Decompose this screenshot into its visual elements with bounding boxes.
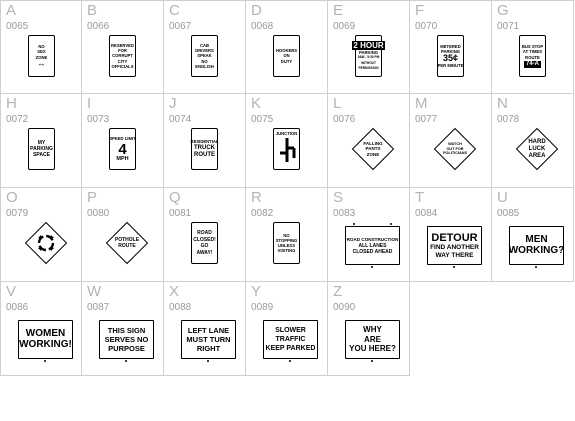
sign-2-hour-parking (355, 35, 382, 77)
sign-why-are-you-here (345, 320, 400, 359)
glyph-cell-F[interactable] (410, 0, 492, 94)
junction-icon (277, 136, 297, 164)
sign-text: MUST TURN (186, 335, 231, 344)
cell-code: 0085 (497, 208, 520, 219)
cell-code: 0087 (87, 302, 110, 313)
sign-no-sex-zone (28, 35, 55, 77)
cell-letter: F (415, 2, 425, 19)
sign-text: CLOSED! (193, 236, 216, 243)
cell-code: 0079 (6, 208, 29, 219)
sign-text: LUCK (528, 145, 546, 152)
sign-hard-luck-area (516, 128, 558, 170)
sign-text: NO (38, 44, 45, 50)
sign-text: 4 (118, 140, 127, 158)
sign-text: WOMEN (25, 328, 66, 339)
cell-code: 0081 (169, 208, 192, 219)
sign-text: NO (283, 232, 290, 238)
cell-code: 0083 (333, 208, 356, 219)
hanger-hole (125, 360, 127, 362)
glyph-cell-C[interactable] (164, 0, 246, 94)
sign-text: WHY (363, 325, 382, 335)
cell-letter: P (87, 189, 98, 206)
sign-text: 74-A (525, 60, 539, 67)
sign-text: RIGHT (196, 344, 221, 353)
sign-text: STOPPING (275, 237, 298, 243)
hanger-hole (353, 223, 355, 225)
cell-letter: Z (333, 283, 343, 300)
sign-text: TRAFFIC (275, 336, 306, 343)
sign-text: PARKING (441, 48, 460, 54)
sign-text-block (106, 222, 148, 264)
roundabout-arrows-icon (25, 222, 67, 264)
sign-text: PER MINUTE (437, 63, 464, 69)
cell-letter: X (169, 283, 180, 300)
sign-text-block (434, 128, 476, 170)
cell-letter: U (497, 189, 508, 206)
sign-text: ROUTE (118, 243, 136, 249)
sign-text: PURPOSE (108, 344, 145, 353)
double-arrow-icon: ↔ (37, 58, 46, 68)
hanger-hole (535, 266, 537, 268)
glyph-cell-Y[interactable] (246, 282, 328, 376)
sign-text: ZONE (35, 54, 48, 60)
sign-women-working (18, 320, 73, 359)
hanger-hole (371, 360, 373, 362)
cell-letter: W (87, 283, 102, 300)
glyph-cell-P[interactable] (82, 188, 164, 282)
sign-junction (273, 128, 300, 170)
sign-text: SEX (37, 49, 46, 55)
cell-letter: Q (169, 189, 181, 206)
sign-text: AREA (528, 152, 546, 159)
sign-text: POTHOLE (114, 237, 140, 243)
cell-code: 0089 (251, 302, 274, 313)
glyph-cell-B[interactable] (82, 0, 164, 94)
sign-detour (427, 226, 482, 265)
sign-text: BUS STOP (521, 44, 544, 50)
glyph-cell-I[interactable] (82, 94, 164, 188)
cell-letter: L (333, 95, 342, 112)
sign-text: SPEED LIMIT (109, 136, 136, 142)
sign-text: AT TIMES (522, 49, 543, 55)
glyph-cell-H[interactable] (0, 94, 82, 188)
sign-text: OFFICIALS (111, 63, 134, 69)
glyph-cell-K[interactable] (246, 94, 328, 188)
sign-text: POLITICIANS (442, 151, 468, 156)
sign-text: PARKING (30, 146, 53, 152)
sign-text: OUT FOR (446, 146, 464, 151)
glyph-cell-X[interactable] (164, 282, 246, 376)
sign-no-stopping (273, 222, 300, 264)
sign-text: ROUTE (194, 151, 215, 158)
cell-letter: T (415, 189, 425, 206)
hanger-hole (289, 360, 291, 362)
glyph-cell-J[interactable] (164, 94, 246, 188)
sign-text: MEN (525, 234, 548, 245)
cell-code: 0074 (169, 114, 192, 125)
cell-letter: S (333, 189, 344, 206)
sign-text: UNLESS (278, 243, 295, 248)
cell-code: 0080 (87, 208, 110, 219)
sign-text: SPACE (33, 152, 50, 158)
sign-text: CITY (117, 58, 128, 64)
glyph-cell-S[interactable] (328, 188, 410, 282)
sign-text: SERVES NO (104, 335, 149, 344)
cell-code: 0065 (6, 21, 29, 32)
sign-text: TRUCK (194, 144, 215, 151)
cell-letter: G (497, 2, 509, 19)
sign-text: ROUTE (525, 54, 540, 60)
sign-text: HARD (528, 138, 546, 145)
glyph-cell-N[interactable] (492, 94, 574, 188)
sign-pothole-route (106, 222, 148, 264)
sign-bus-stop (519, 35, 546, 77)
cell-letter: D (251, 2, 262, 19)
sign-text (352, 41, 384, 50)
glyph-cell-A[interactable] (0, 0, 82, 94)
hanger-hole (207, 360, 209, 362)
glyph-cell-L[interactable] (328, 94, 410, 188)
sign-text: JUNCTION (275, 131, 298, 136)
sign-text: AWAY! (196, 249, 213, 256)
cell-code: 0078 (497, 114, 520, 125)
sign-text-block (352, 128, 394, 170)
sign-watch-out-politicians (434, 128, 476, 170)
sign-text: 9AM - 5:30 PM (357, 55, 380, 60)
glyph-cell-V[interactable] (0, 282, 82, 376)
cell-letter: B (87, 2, 98, 19)
glyph-cell-M[interactable] (410, 94, 492, 188)
cell-code: 0077 (415, 114, 438, 125)
cell-code: 0067 (169, 21, 192, 32)
sign-text-block (516, 128, 558, 170)
sign-text: GO (200, 243, 209, 249)
cell-letter: Y (251, 283, 262, 300)
sign-cab-drivers (191, 35, 218, 77)
cell-letter: O (6, 189, 18, 206)
sign-slower-traffic (263, 320, 318, 359)
cell-code: 0086 (6, 302, 29, 313)
glyph-cell-O[interactable] (0, 188, 82, 282)
sign-text: WORKING? (508, 244, 565, 256)
sign-text: ROAD CONSTRUCTION (346, 236, 399, 242)
sign-text: DETOUR (431, 232, 478, 244)
sign-text: RESERVED (111, 42, 134, 48)
sign-text: KEEP PARKED (265, 345, 316, 352)
sign-left-lane-turn-right (181, 320, 236, 359)
sign-text: LEFT LANE (187, 326, 230, 335)
cell-code: 0068 (251, 21, 274, 32)
sign-text: ALL LANES (358, 242, 387, 249)
cell-letter: A (6, 2, 17, 19)
hanger-hole (44, 360, 46, 362)
glyph-cell-Q[interactable] (164, 188, 246, 282)
sign-text: RESIDENTIAL (190, 139, 219, 145)
glyph-cell-G[interactable] (492, 0, 574, 94)
cell-code: 0066 (87, 21, 110, 32)
sign-text: NO (201, 58, 208, 64)
cell-code: 0076 (333, 114, 356, 125)
sign-text: ZONE (366, 151, 380, 157)
sign-text: SLOWER (275, 327, 306, 334)
glyph-cell-E[interactable] (328, 0, 410, 94)
sign-text: ENGLISH (195, 63, 214, 69)
sign-men-working (509, 226, 564, 265)
glyph-cell-D[interactable] (246, 0, 328, 94)
glyph-cell-T[interactable] (410, 188, 492, 282)
sign-text: DRIVERS (195, 48, 214, 54)
cell-code: 0075 (251, 114, 274, 125)
cell-code: 0072 (6, 114, 29, 125)
glyph-cell-W[interactable] (82, 282, 164, 376)
sign-text: YOU HERE? (349, 344, 396, 354)
hanger-hole (453, 266, 455, 268)
cell-code: 0073 (87, 114, 110, 125)
sign-text: SPEAK (197, 53, 212, 59)
cell-letter: M (415, 95, 428, 112)
sign-text: ROAD (197, 230, 212, 236)
sign-text: PARKING (359, 50, 378, 56)
sign-text: PERMISSION (358, 65, 379, 70)
sign-text: ARE (364, 334, 381, 344)
cell-letter: K (251, 95, 262, 112)
sign-text: CORRUPT (112, 53, 133, 59)
hanger-hole (390, 223, 392, 225)
cell-letter: H (6, 95, 17, 112)
sign-text: ON (283, 53, 290, 59)
sign-roundabout (25, 222, 67, 264)
cell-code: 0071 (497, 21, 520, 32)
sign-speed-limit (109, 128, 136, 170)
sign-text: WORKING! (19, 338, 72, 350)
hanger-hole (371, 266, 373, 268)
sign-text: WATCH (448, 142, 462, 147)
sign-residential-truck-route (191, 128, 218, 170)
cell-code: 0069 (333, 21, 356, 32)
sign-text: FIND ANOTHER (430, 244, 479, 251)
cell-code: 0082 (251, 208, 274, 219)
sign-text: METERED (440, 43, 461, 49)
sign-text: MPH (116, 155, 129, 162)
cell-letter: C (169, 2, 180, 19)
sign-text: 2 HOUR (353, 41, 384, 51)
sign-text: CLOSED AHEAD (352, 248, 393, 255)
sign-text: FALLING (363, 140, 383, 146)
cell-letter: R (251, 189, 262, 206)
sign-this-sign-no-purpose (99, 320, 154, 359)
cell-code: 0090 (333, 302, 356, 313)
cell-letter: N (497, 95, 508, 112)
sign-text: FOR (118, 48, 127, 54)
sign-text: PANTS (365, 146, 381, 152)
glyph-cell-R[interactable] (246, 188, 328, 282)
sign-road-construction (345, 226, 400, 265)
sign-text: HOOKERS (275, 48, 298, 54)
sign-text: CAB (199, 42, 210, 48)
sign-text: DUTY (280, 58, 293, 64)
cell-letter: I (87, 95, 92, 112)
cell-code: 0070 (415, 21, 438, 32)
sign-my-parking-space (28, 128, 55, 170)
sign-road-closed (191, 222, 218, 264)
sign-falling-pants-zone (352, 128, 394, 170)
cell-code: 0088 (169, 302, 192, 313)
sign-metered-parking (437, 35, 464, 77)
cell-letter: V (6, 283, 17, 300)
sign-hookers-on-duty (273, 35, 300, 77)
cell-letter: J (169, 95, 177, 112)
sign-reserved-officials (109, 35, 136, 77)
glyph-cell-U[interactable] (492, 188, 574, 282)
cell-code: 0084 (415, 208, 438, 219)
cell-letter: E (333, 2, 344, 19)
sign-text: WITHOUT (361, 60, 376, 65)
sign-text: 35¢ (442, 53, 459, 64)
sign-text: VISITING (277, 248, 296, 254)
glyph-cell-Z[interactable] (328, 282, 410, 376)
sign-text: WAY THERE (435, 251, 474, 259)
sign-text: THIS SIGN (107, 326, 146, 335)
sign-text: MY (37, 140, 46, 146)
